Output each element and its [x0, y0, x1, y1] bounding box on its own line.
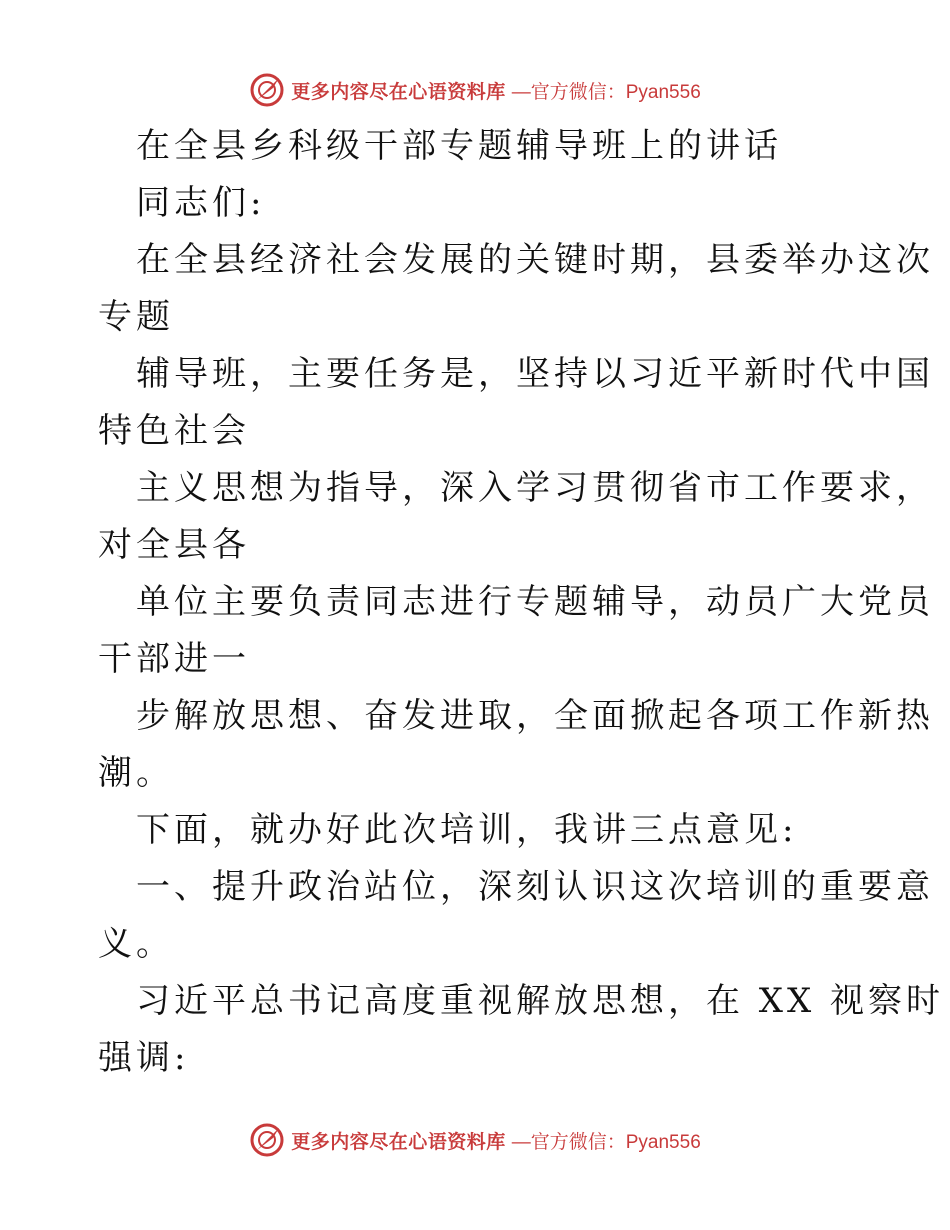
footer-banner-wechat: —官方微信：Pyan556 [511, 1131, 701, 1153]
document-line: 强调: [98, 1038, 190, 1078]
document-line: 干部进一 [98, 639, 250, 679]
document-line: 在全县乡科级干部专题辅导班上的讲话 [136, 126, 782, 166]
footer-banner-text: 更多内容尽在心语资料库 [291, 1130, 506, 1153]
document-line: 潮。 [98, 753, 174, 793]
header-banner [0, 70, 950, 110]
document-line: 义。 [98, 924, 174, 964]
quill-logo-icon [249, 72, 285, 108]
document-line: 在全县经济社会发展的关键时期，县委举办这次 [136, 240, 934, 280]
document-body [98, 118, 945, 1087]
header-banner-text: 更多内容尽在心语资料库 [291, 80, 506, 103]
document-line: 单位主要负责同志进行专题辅导，动员广大党员 [136, 582, 934, 622]
document-line: 对全县各 [98, 525, 250, 565]
document-line: 辅导班，主要任务是，坚持以习近平新时代中国 [136, 354, 934, 394]
header-banner-wechat: —官方微信：Pyan556 [511, 81, 701, 103]
document-line: 同志们: [136, 183, 266, 223]
quill-logo-icon [249, 1122, 285, 1158]
document-line: 习近平总书记高度重视解放思想，在 XX 视察时 [136, 981, 945, 1021]
footer-banner [0, 1120, 950, 1160]
document-line: 步解放思想、奋发进取，全面掀起各项工作新热 [136, 696, 934, 736]
document-line: 一、提升政治站位，深刻认识这次培训的重要意 [136, 867, 934, 907]
document-line: 主义思想为指导，深入学习贯彻省市工作要求， [136, 468, 934, 508]
document-line: 下面，就办好此次培训，我讲三点意见: [136, 810, 798, 850]
document-line: 专题 [98, 297, 174, 337]
document-line: 特色社会 [98, 411, 250, 451]
